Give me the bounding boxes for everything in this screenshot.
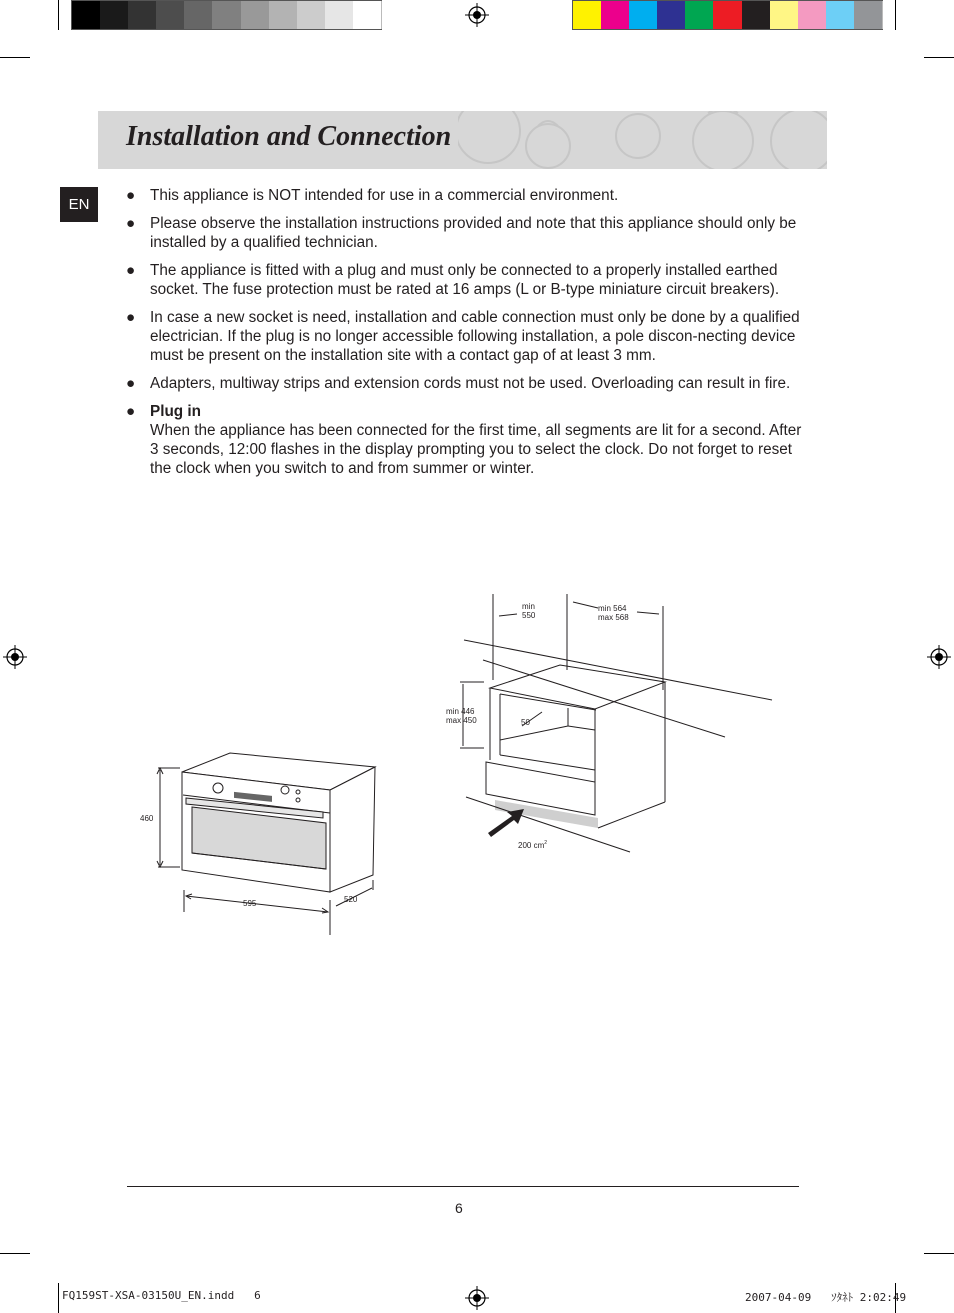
section-title-bar [98, 111, 827, 169]
gap-label: 50 [521, 718, 530, 727]
color-swatch [713, 1, 742, 29]
color-swatch [573, 1, 602, 29]
crop-mark [924, 57, 954, 58]
bullet-text: Please observe the installation instructions provided and note that this appliance should only be installed by a qualified technician. [150, 215, 797, 251]
color-swatch [770, 1, 799, 29]
color-swatch [212, 1, 241, 29]
vent-area-label: 200 $cm^2$ [518, 840, 548, 850]
crop-mark [924, 1253, 954, 1254]
color-swatch [156, 1, 185, 29]
registration-mark-icon [3, 645, 27, 669]
bullet-icon: ● [126, 309, 136, 326]
list-item [126, 402, 806, 478]
cabinet-installation-diagram [440, 590, 780, 860]
bullet-text: In case a new socket is need, installation and cable connection must only be done by a qualified electrician. If the plug is no longer accessible following installation, a pole discon-necting device must be present on the installation site with a contact gap of at least 3 mm. [150, 309, 800, 364]
height-max-label: max 450 [446, 716, 477, 725]
color-swatch [601, 1, 630, 29]
bullet-text: When the appliance has been connected for the first time, all segments are lit for a second. After 3 seconds, 12:00 flashes in the display prompting you to select the clock. Do not forget to reset the clock when you switch to and from summer or winter. [150, 422, 802, 477]
crop-mark [58, 0, 59, 30]
list-item [126, 308, 806, 365]
bullet-list [126, 186, 806, 487]
registration-mark-icon [927, 645, 951, 669]
bullet-text: This appliance is NOT intended for use in a commercial environment. [150, 187, 619, 204]
crop-mark [0, 1253, 30, 1254]
oven-width-label: 595 [243, 899, 257, 908]
color-swatch [269, 1, 298, 29]
inner-width-max-label: max 568 [598, 613, 629, 622]
list-item [126, 186, 806, 205]
bullet-text: The appliance is fitted with a plug and must only be connected to a properly installed earthed socket. The fuse protection must be rated at 16 amps (L or B-type miniature circuit breakers). [150, 262, 780, 298]
color-swatch [826, 1, 855, 29]
min-width-value: 550 [522, 611, 536, 620]
crop-mark [0, 57, 30, 58]
color-swatch [629, 1, 658, 29]
color-swatch [72, 1, 101, 29]
color-swatch [100, 1, 129, 29]
registration-mark-icon [465, 1286, 489, 1310]
footer-rule [127, 1186, 799, 1187]
list-item [126, 261, 806, 299]
crop-mark [895, 0, 896, 30]
slug-timestamp: 2007-04-09 ｿﾀﾈﾄ 2:02:49 [745, 1291, 907, 1304]
bullet-icon: ● [126, 215, 136, 232]
min-width-label: min [522, 602, 535, 611]
page-number: 6 [455, 1200, 463, 1216]
crop-mark [58, 1283, 59, 1313]
list-item [126, 214, 806, 252]
registration-mark-icon [465, 3, 489, 27]
color-swatch [685, 1, 714, 29]
vegetable-watermark-icon [458, 111, 827, 169]
oven-dimension-diagram [140, 740, 390, 940]
color-swatch [742, 1, 771, 29]
height-min-label: min 446 [446, 707, 475, 716]
bullet-icon: ● [126, 262, 136, 279]
color-swatch [128, 1, 157, 29]
page-title: Installation and Connection [126, 121, 452, 152]
color-swatch [854, 1, 883, 29]
color-swatch [297, 1, 326, 29]
oven-height-label: 460 [140, 814, 154, 823]
color-swatch [241, 1, 270, 29]
color-swatch [798, 1, 827, 29]
language-tab: EN [60, 187, 98, 222]
gray-swatch-strip [71, 0, 382, 30]
oven-depth-label: 520 [344, 895, 358, 904]
slug-filename: FQ159ST-XSA-03150U_EN.indd 6 [62, 1289, 261, 1302]
bullet-icon: ● [126, 403, 136, 420]
bullet-icon: ● [126, 187, 136, 204]
color-swatch-strip [572, 0, 883, 30]
bullet-text: Adapters, multiway strips and extension cords must not be used. Overloading can result in fire. [150, 375, 791, 392]
airflow-arrow-icon [488, 809, 524, 837]
color-swatch [325, 1, 354, 29]
inner-width-min-label: min 564 [598, 604, 627, 613]
color-swatch [353, 1, 382, 29]
color-swatch [184, 1, 213, 29]
bullet-icon: ● [126, 375, 136, 392]
bullet-heading: Plug in [150, 403, 201, 420]
color-swatch [657, 1, 686, 29]
list-item [126, 374, 806, 393]
